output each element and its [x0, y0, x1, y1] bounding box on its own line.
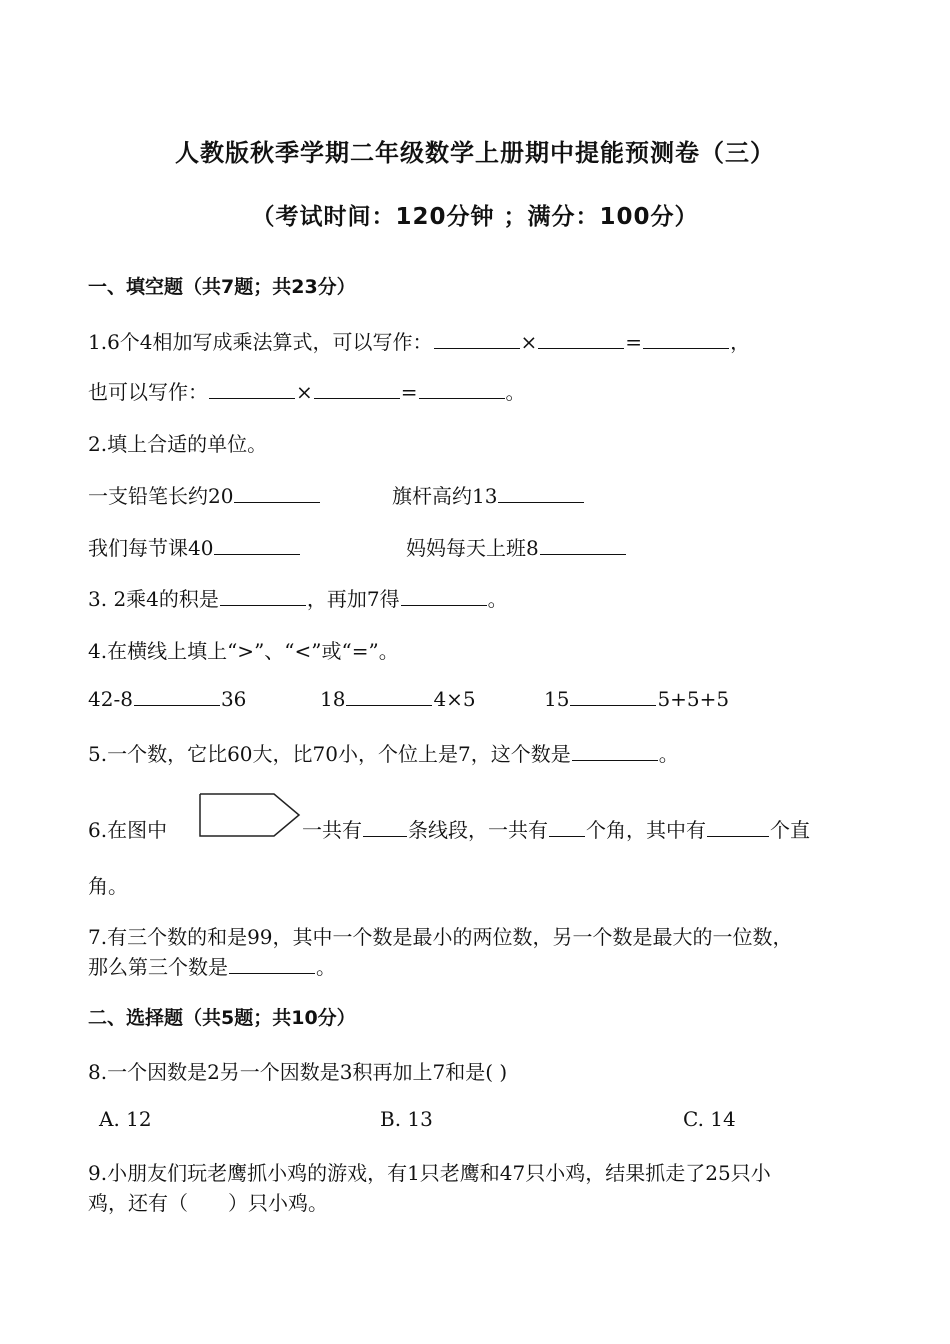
question-3: 3. 2乘4的积是 ，再加7得 。: [88, 587, 508, 611]
answer-blank[interactable]: [570, 704, 656, 706]
section-fill-in-heading: 一、填空题（共7题；共23分）: [88, 276, 356, 298]
answer-blank[interactable]: [220, 604, 306, 606]
answer-blank[interactable]: [234, 501, 320, 503]
question-2-row-1b: 旗杆高约13: [392, 480, 585, 509]
exam-title: 人教版秋季学期二年级数学上册期中提能预测卷（三）: [175, 139, 775, 167]
option-c[interactable]: C. 14: [683, 1107, 736, 1131]
answer-blank[interactable]: [707, 835, 769, 837]
question-9-line-2: 鸡，还有（ ）只小鸡。: [88, 1191, 328, 1215]
answer-blank[interactable]: [209, 397, 295, 399]
answer-blank[interactable]: [314, 397, 400, 399]
question-6-line-2: 角。: [88, 874, 128, 898]
question-2-row-1a: 一支铅笔长约20: [88, 480, 321, 509]
answer-blank[interactable]: [434, 347, 520, 349]
answer-blank[interactable]: [643, 347, 729, 349]
question-2-row-2a: 我们每节课40: [88, 532, 301, 561]
question-6-label: 6.在图中: [88, 818, 168, 842]
question-4-compare-1: 42-8 36: [88, 687, 247, 711]
answer-blank[interactable]: [363, 835, 407, 837]
question-1-line-1: 1.6个4相加写成乘法算式，可以写作： × = ，: [88, 330, 751, 354]
option-a[interactable]: A. 12: [99, 1107, 152, 1131]
pentagon-figure: [198, 792, 302, 838]
answer-blank[interactable]: [538, 347, 624, 349]
question-4: 4.在横线上填上“>”、“<”或“=”。: [88, 639, 399, 663]
pentagon-outline: [200, 794, 299, 836]
question-6-text: 一共有 条线段，一共有 个角，其中有 个直: [302, 818, 810, 842]
answer-blank[interactable]: [401, 604, 487, 606]
answer-blank[interactable]: [229, 972, 315, 974]
question-2: 2.填上合适的单位。: [88, 432, 268, 456]
question-9-line-1: 9.小朋友们玩老鹰抓小鸡的游戏，有1只老鹰和47只小鸡，结果抓走了25只小: [88, 1161, 771, 1185]
exam-subtitle: （考试时间：120分钟 ；满分：100分）: [251, 204, 699, 230]
question-4-compare-3: 15 5+5+5: [544, 687, 730, 711]
question-5: 5.一个数，它比60大，比70小，个位上是7，这个数是 。: [88, 742, 679, 766]
question-7-line-1: 7.有三个数的和是99，其中一个数是最小的两位数，另一个数是最大的一位数，: [88, 925, 793, 949]
answer-blank[interactable]: [134, 704, 220, 706]
question-1-line-2: 也可以写作： × = 。: [88, 380, 526, 404]
section-choice-heading: 二、选择题（共5题；共10分）: [88, 1007, 356, 1029]
answer-blank[interactable]: [498, 501, 584, 503]
question-4-compare-2: 18 4×5: [320, 687, 476, 711]
answer-blank[interactable]: [540, 553, 626, 555]
answer-blank[interactable]: [419, 397, 505, 399]
question-2-row-2b: 妈妈每天上班8: [406, 532, 627, 561]
question-8: 8.一个因数是2另一个因数是3积再加上7和是( ): [88, 1060, 508, 1084]
answer-blank[interactable]: [214, 553, 300, 555]
question-7-line-2: 那么第三个数是 。: [88, 955, 336, 979]
answer-blank[interactable]: [549, 835, 585, 837]
option-b[interactable]: B. 13: [380, 1107, 433, 1131]
answer-blank[interactable]: [346, 704, 432, 706]
answer-blank[interactable]: [572, 759, 658, 761]
